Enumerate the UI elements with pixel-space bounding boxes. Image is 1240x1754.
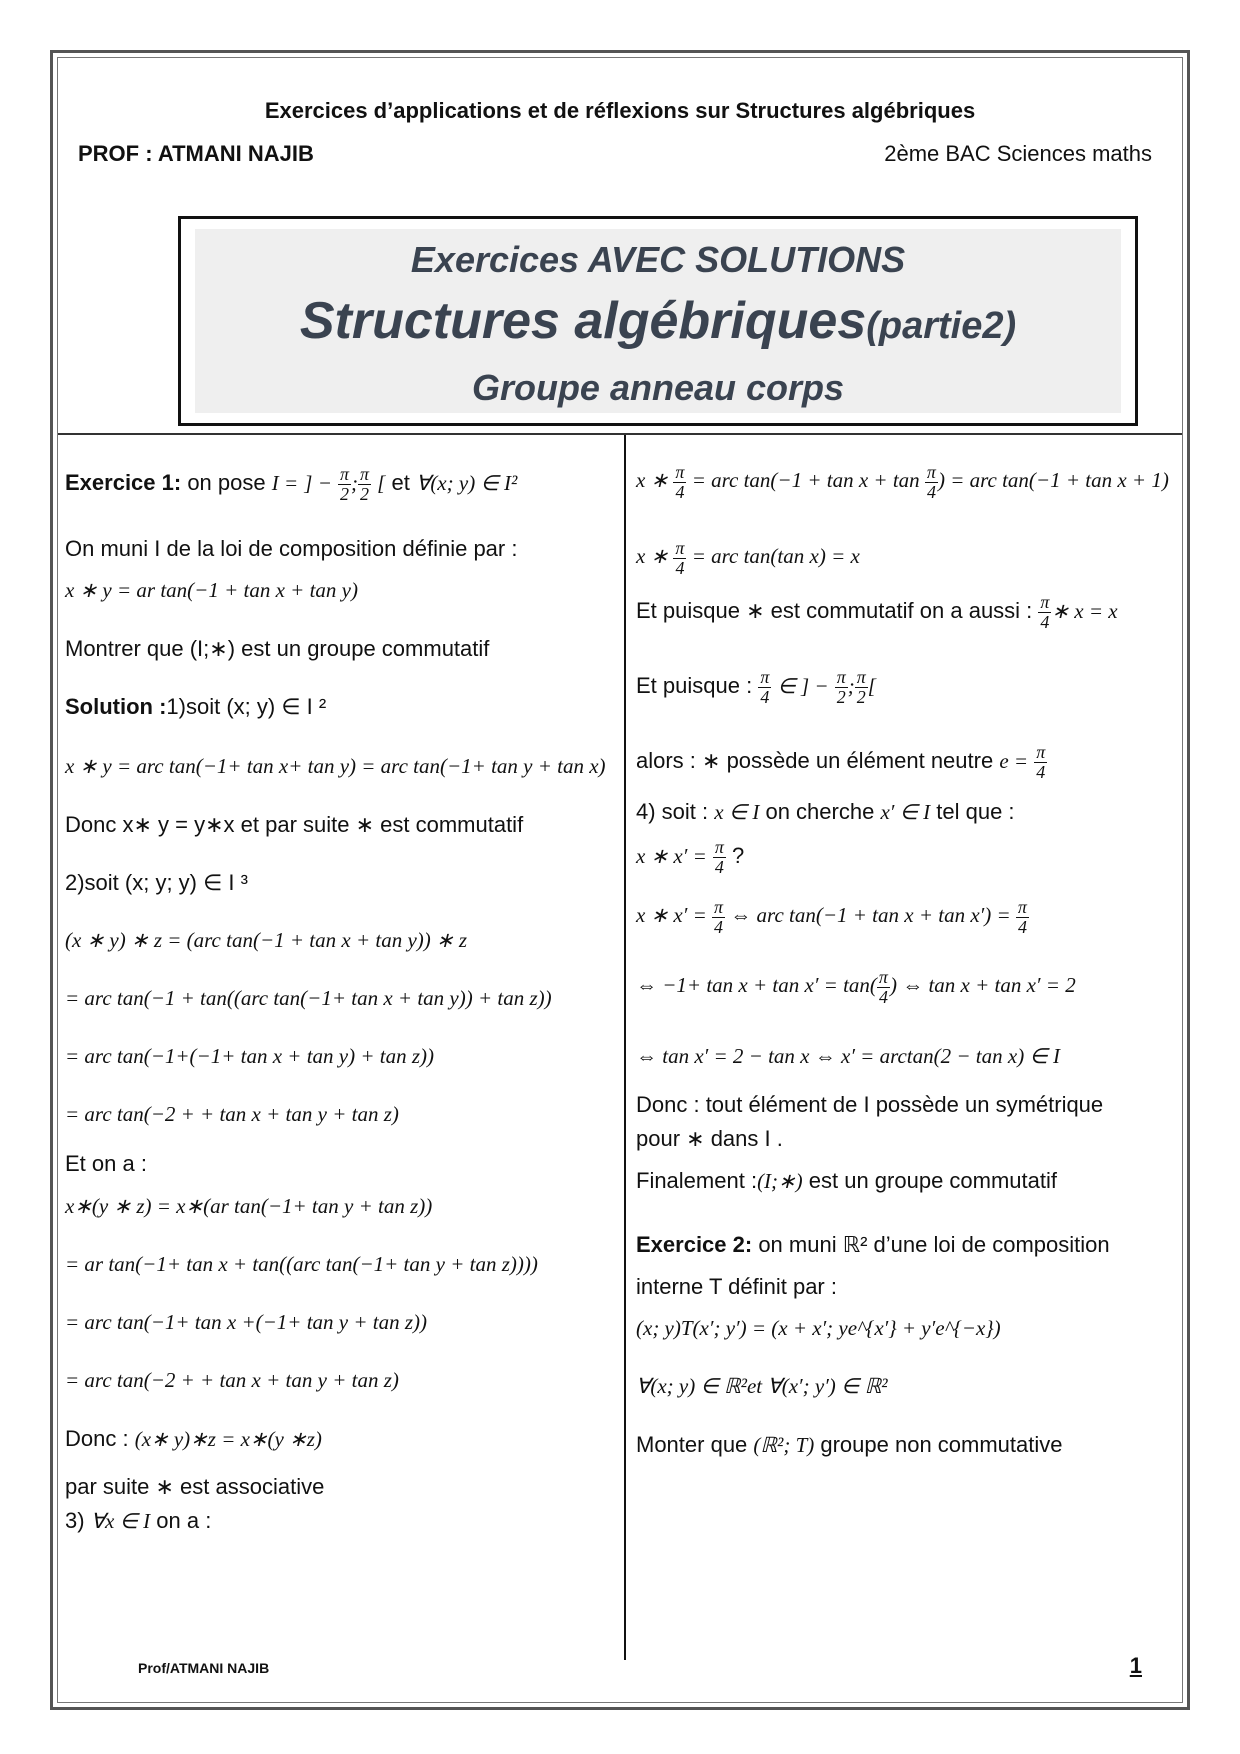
fraction-pi-over-4: $\frac{\pi}{4}$ [675,462,685,502]
commutativity-conclusion: Donc x∗ y = y∗x et par suite ∗ est commutatif [65,812,524,837]
title-box-background [195,229,1121,413]
semicolon: ; [847,674,855,699]
neutral-note: alors : ∗ possède un élément neutre [636,748,1000,774]
associativity-line-1: (x ∗ y) ∗ z = (arc tan(−1 + tan x + tan y)) ∗ z [65,928,468,952]
associativity-line-4: = arc tan(−2 + + tan x + tan y + tan z) [65,1102,399,1126]
semicolon: ; [351,471,359,496]
final-conclusion [636,1167,1057,1196]
commutative-neutral [636,593,1118,632]
step-3-on-a: on a : [150,1508,212,1533]
exercise-1-statement [65,465,517,504]
neutral-element-line-2 [636,539,860,578]
interval-I-name: I = [271,471,299,496]
membership-close-bracket: [ [867,674,876,699]
fraction-pi-over-4: $\frac{\pi}{4}$ [714,837,724,877]
symmetric-expr: x ∗ x′ = [636,903,707,928]
internal-law-intro: interne T définit par : [636,1274,837,1299]
step-4-cherche: on cherche [759,799,881,824]
fraction-pi-over-2: $\frac{\pi}{2}$ [339,464,350,504]
exercise-1-label: Exercice 1: [65,470,182,496]
prof-name: PROF : ATMANI NAJIB [78,141,314,166]
group-statement: est un groupe commutatif [802,1168,1057,1193]
monter-que: Monter que [636,1432,754,1457]
title-line-2 [195,291,1121,351]
expr-x-star: x ∗ [636,544,669,569]
fraction-pi-over-2: $\frac{\pi}{2}$ [856,667,866,707]
forall-condition: ∀(x; y) ∈ I² [415,471,518,496]
group-notation: (I;∗) [757,1169,803,1193]
exercise-2-question [636,1431,1063,1460]
associativity-conclusion [65,1425,322,1454]
and-we-have: Et on a : [65,1151,147,1176]
expr-identity-result: = arc tan(tan x) = x [691,544,860,569]
symmetric-equivalence-2 [636,968,1076,1007]
expr-x-star: x ∗ [636,468,669,493]
tan-result: ) ⇔ tan x + tan x′ = 2 [889,973,1076,998]
fraction-pi-over-2: $\frac{\pi}{2}$ [836,667,846,707]
fraction-pi-over-4: $\frac{\pi}{4}$ [1040,592,1050,632]
symmetric-question [636,838,744,877]
page-inner-frame [57,57,1183,1703]
solution-step-3 [65,1507,211,1536]
membership-note [636,668,876,707]
title-line-2-suffix: (partie2) [866,305,1017,347]
symmetric-expr: x ∗ x′ = [636,844,707,869]
step-4-soit: 4) soit : [636,799,715,824]
associativity-equality: (x∗ y)∗z = x∗(y ∗z) [134,1427,322,1451]
neutral-element-conclusion [636,743,1047,782]
title-line-2-main: Structures algébriques [299,292,867,350]
associativity-result: par suite ∗ est associative [65,1474,325,1499]
membership-bracket: ∈ ] − [777,674,829,699]
fraction-pi-over-4: $\frac{\pi}{4}$ [760,667,770,707]
interval-right-bracket: [ [377,471,386,496]
associativity-line-5: x∗(y ∗ z) = x∗(ar tan(−1+ tan y + tan z)) [65,1194,433,1218]
header-separator [58,433,1182,435]
interval-left-bracket: ] − [304,471,332,496]
fraction-pi-over-2: $\frac{\pi}{2}$ [360,464,370,504]
conjunction-et: et [391,470,416,496]
class-level: 2ème BAC Sciences maths [884,141,1152,166]
tan-equivalence: ⇔ −1+ tan x + tan x′ = tan( [636,973,877,998]
associativity-line-8: = arc tan(−2 + + tan x + tan y + tan z) [65,1368,399,1392]
non-commutative-statement: groupe non commutative [814,1432,1063,1457]
exercise-2-label: Exercice 2: [636,1232,753,1257]
fraction-pi-over-4: $\frac{\pi}{4}$ [926,462,936,502]
step-3-number: 3) [65,1508,91,1533]
associativity-line-7: = arc tan(−1+ tan x +(−1+ tan y + tan z)) [65,1310,428,1334]
title-line-3: Groupe anneau corps [471,367,845,408]
donc-label: Donc : [65,1426,135,1451]
question-mark: ? [725,843,745,869]
fraction-pi-over-4: $\frac{\pi}{4}$ [1036,742,1046,782]
neutral-element-line-1 [636,463,1169,502]
internal-law-domain: ∀(x; y) ∈ ℝ²et ∀(x′; y′) ∈ ℝ² [636,1374,888,1398]
arctan-equivalence: ⇔ arc tan(−1 + tan x + tan x′) = [730,903,1011,928]
exercise-2-statement [636,1231,1110,1260]
page-number: 1 [1129,1653,1142,1678]
step-4-xprime: x′ ∈ I [880,800,931,824]
composition-law-intro: On muni I de la loi de composition définie par : [65,536,518,561]
title-line-1: Exercices AVEC SOLUTIONS [410,239,906,280]
symmetric-solution: ⇔ tan x′ = 2 − tan x ⇔ x′ = arctan(2 − tan x) ∈ I [636,1044,1060,1068]
expr-arctan-part: = arc tan(−1 + tan x + tan [691,468,920,493]
step-4-x: x ∈ I [714,800,760,824]
column-separator [624,435,626,1660]
membership-label: Et puisque : [636,673,759,699]
document-title: Exercices d’applications et de réflexions sur Structures algébriques [264,98,976,123]
title-box [178,216,1138,426]
r2-group-notation: (ℝ²; T) [753,1433,815,1457]
associativity-line-2: = arc tan(−1 + tan((arc tan(−1+ tan x + tan y)) + tan z)) [65,986,552,1010]
symmetric-conclusion-1: Donc : tout élément de I possède un symétrique [636,1092,1104,1117]
finalement-label: Finalement : [636,1168,758,1193]
exercise-1-intro: on pose [181,470,272,496]
exercise-1-question: Montrer que (I;∗) est un groupe commutatif [65,636,490,661]
commutative-note: Et puisque ∗ est commutatif on a aussi : [636,598,1039,624]
fraction-pi-over-4: $\frac{\pi}{4}$ [675,538,685,578]
solution-label: Solution : [65,694,167,719]
solution-step-1: 1)soit (x; y) ∈ I ² [166,694,327,719]
exercise-2-intro: on muni ℝ² d’une loi de composition [752,1232,1110,1257]
commutativity-formula: x ∗ y = arc tan(−1+ tan x+ tan y) = arc tan(−1+ tan y + tan x) [65,754,606,778]
associativity-line-6: = ar tan(−1+ tan x + tan((arc tan(−1+ tan y + tan z)))) [65,1252,538,1276]
page-frame [50,50,1190,1710]
solution-step-2: 2)soit (x; y; y) ∈ I ³ [65,870,248,895]
internal-law-formula: (x; y)T(x′; y′) = (x + x′; ye^{x′} + y′e^{−x}) [636,1316,1001,1340]
symmetric-conclusion-2: pour ∗ dans I . [636,1126,783,1151]
composition-law-formula: x ∗ y = ar tan(−1 + tan x + tan y) [65,578,358,602]
expr-star-x: ∗ x = x [1051,599,1118,624]
footer-prof: Prof/ATMANI NAJIB [138,1660,270,1676]
solution-start [65,693,326,722]
expr-arctan-result: ) = arc tan(−1 + tan x + 1) [937,468,1169,493]
fraction-pi-over-4: $\frac{\pi}{4}$ [878,967,888,1007]
neutral-e: e = [999,749,1029,774]
solution-step-4 [636,798,1015,827]
fraction-pi-over-4: $\frac{\pi}{4}$ [1017,897,1027,937]
fraction-pi-over-4: $\frac{\pi}{4}$ [714,897,724,937]
symmetric-equivalence-1 [636,898,1029,937]
step-3-condition: ∀x ∈ I [90,1509,151,1533]
associativity-line-3: = arc tan(−1+(−1+ tan x + tan y) + tan z)) [65,1044,435,1068]
step-4-tel-que: tel que : [930,799,1015,824]
